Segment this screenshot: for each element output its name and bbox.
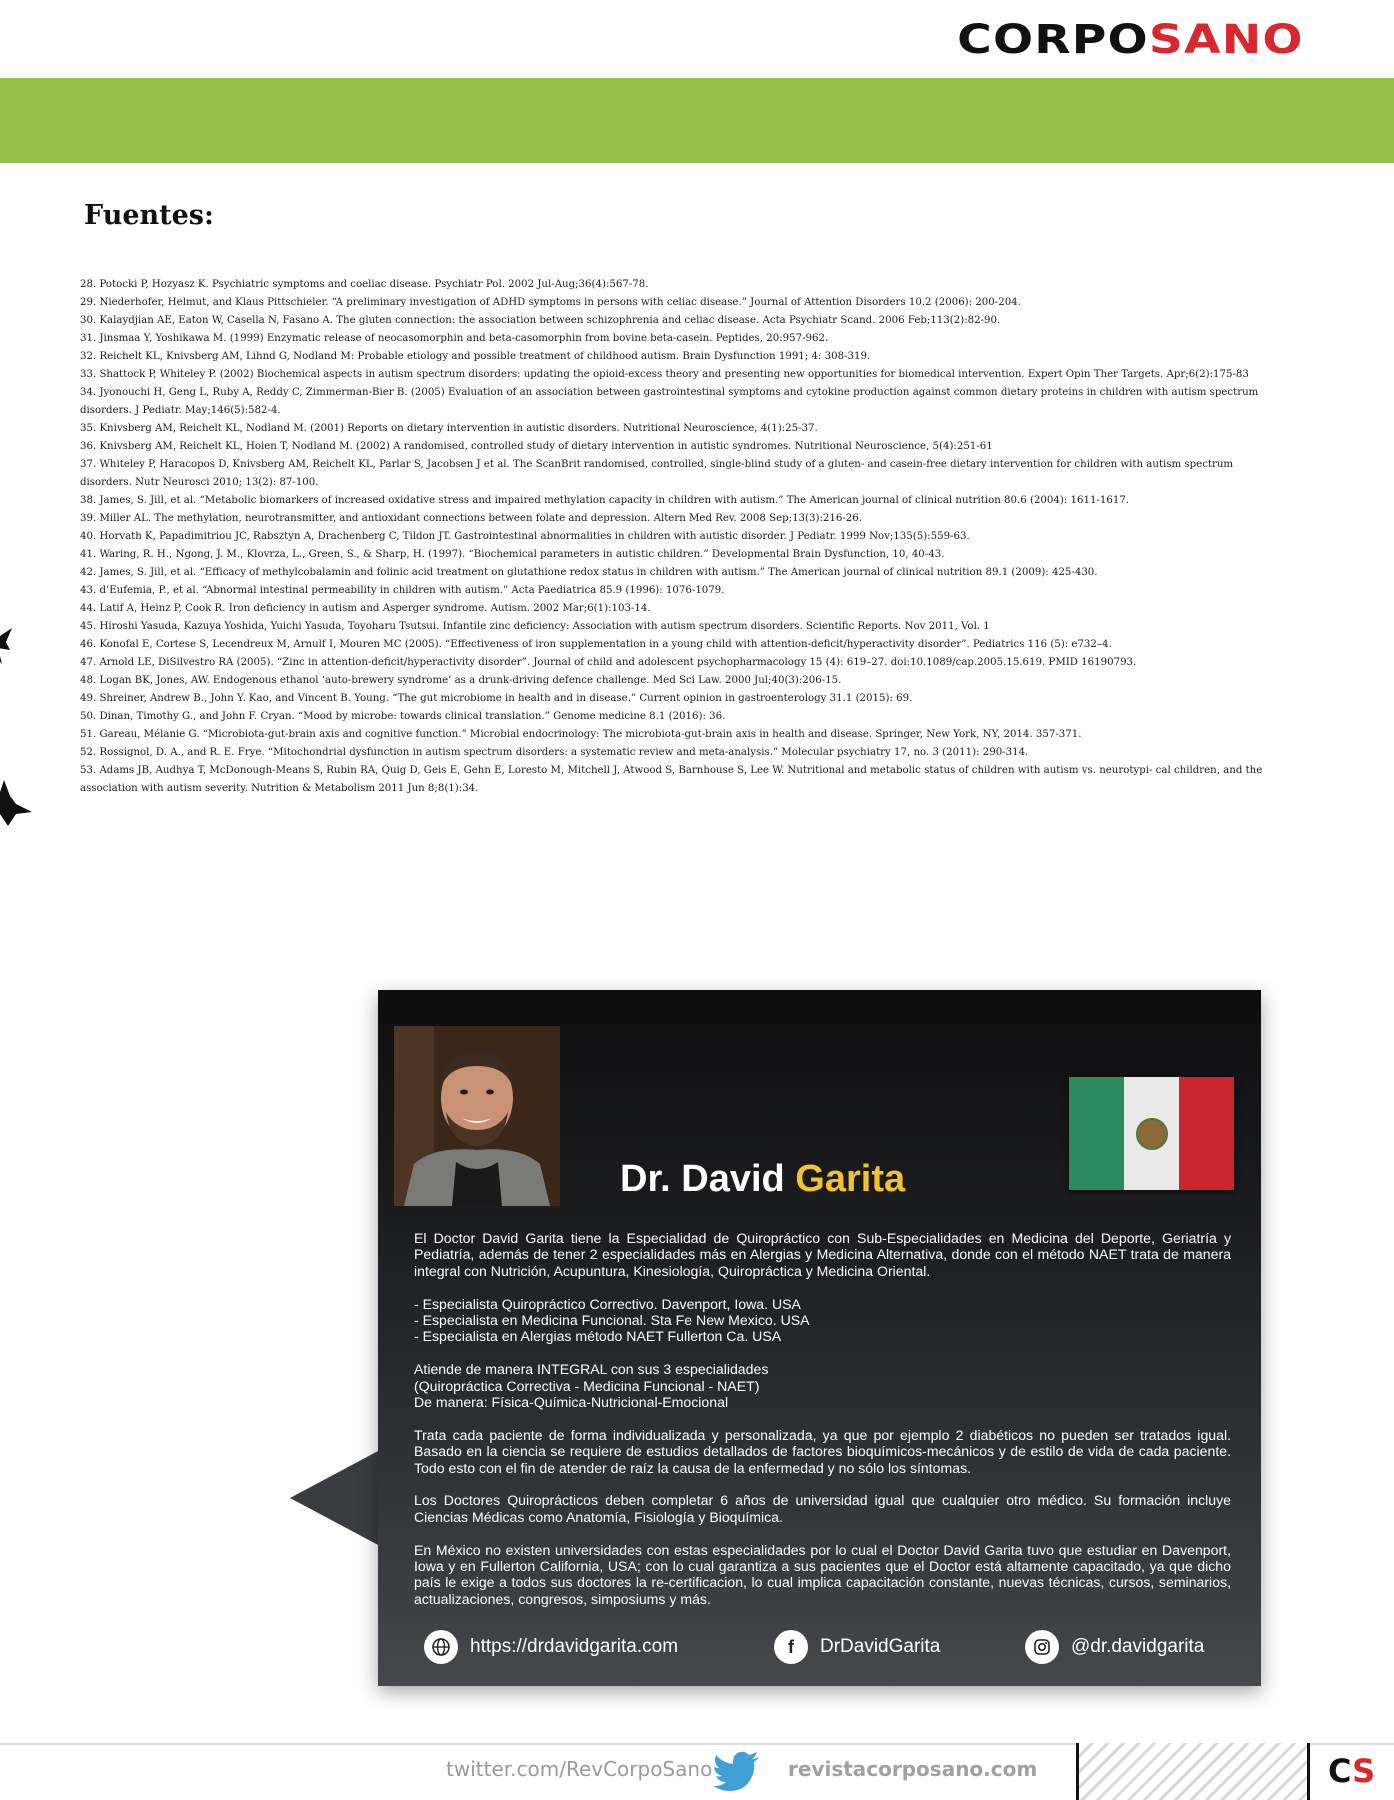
bio-integral: [414, 1361, 1231, 1410]
reference-item: 42. James, S. Jill, et al. “Efficacy of methylcobalamin and folinic acid treatment on glutathione redox status in children with autism.” The American journal of clinical nutrition 89.1 (2009): 425-430.: [80, 567, 1098, 578]
bio-intro: El Doctor David Garita tiene la Especialidad de Quiropráctico con Sub-Especialidades en Medicina del Deporte, Geriatría y Pediatría, además de tener 2 especialidades más en Alergias y Medicina Alternativa, donde con el método NAET trata de manera integral con Nutrición, Acupuntura, Kinesiología, Quiropráctica y Medicina Oriental.: [414, 1230, 1231, 1279]
footer-stripe-pattern: [1076, 1743, 1310, 1800]
bio-treatment: Trata cada paciente de forma individualizada y personalizada, ya que por ejemplo 2 diabéticos no pueden ser tratados igual. Basado en la ciencia se requiere de estudios detallados de factores bioquímicos-mecánicos y de estilo de vida de cada paciente. Todo esto con el fin de atender de raíz la causa de la enfermedad y no sólo los síntomas.: [414, 1426, 1231, 1476]
footer-site-link[interactable]: revistacorposano.com: [788, 1757, 1038, 1781]
bio-text: [414, 1230, 1231, 1624]
flag-red-stripe: [1179, 1077, 1234, 1190]
reference-item: 50. Dinan, Timothy G., and John F. Cryan. “Mood by microbe: towards clinical translation.” Genome medicine 8.1 (2016): 36.: [80, 711, 726, 722]
reference-item: 38. James, S. Jill, et al. “Metabolic biomarkers of increased oxidative stress and impaired methylation capacity in children with autism.” The American journal of clinical nutrition 80.6 (2004): 1611-1617.: [80, 495, 1130, 506]
sources-title: Fuentes:: [84, 200, 214, 231]
mexico-flag: [1069, 1077, 1234, 1190]
reference-item: 32. Reichelt KL, Knivsberg AM, Lihnd G, Nodland M: Probable etiology and possible treatment of childhood autism. Brain Dysfunction 1991; 4: 308-319.: [80, 351, 871, 362]
integral-line: (Quiropráctica Correctiva - Medicina Funcional - NAET): [414, 1377, 760, 1394]
specialty-item: - Especialista Quiropráctico Correctivo. Davenport, Iowa. USA: [414, 1295, 801, 1312]
author-bio-card: [378, 990, 1261, 1686]
flag-white-stripe: [1124, 1077, 1179, 1190]
instagram-link[interactable]: [1025, 1630, 1204, 1664]
bio-training: Los Doctores Quiroprácticos deben completar 6 años de universidad igual que cualquier otro médico. Su formación incluye Ciencias Médicas como Anatomía, Fisiología y Bioquímica.: [414, 1492, 1231, 1525]
footer-cs-badge: [1328, 1752, 1376, 1790]
page-footer: [0, 1743, 1394, 1800]
reference-item: 29. Niederhofer, Helmut, and Klaus Pittschieler. “A preliminary investigation of ADHD symptoms in persons with celiac disease.” Journal of Attention Disorders 10.2 (2006): 200-204.: [80, 297, 1021, 308]
reference-item: 33. Shattock P, Whiteley P. (2002) Biochemical aspects in autism spectrum disorders: updating the opioid-excess theory and presenting new opportunities for biomedical intervention. Expert Opin Ther Targets. Apr;6(2):175-83: [80, 369, 1249, 380]
reference-item: 44. Latif A, Heinz P, Cook R. Iron deficiency in autism and Asperger syndrome. Autism. 2002 Mar;6(1):103-14.: [80, 603, 651, 614]
splatter-decoration: [0, 778, 46, 828]
reference-item: 30. Kalaydjian AE, Eaton W, Casella N, Fasano A. The gluten connection: the association between schizophrenia and celiac disease. Acta Psychiatr Scand. 2006 Feb;113(2):82-90.: [80, 315, 1001, 326]
logo-text-sano: SANO: [1149, 17, 1304, 63]
badge-letter-s: S: [1352, 1752, 1376, 1790]
facebook-handle[interactable]: DrDavidGarita: [820, 1636, 941, 1657]
specialty-item: - Especialista en Alergias método NAET Fullerton Ca. USA: [414, 1328, 782, 1345]
reference-item: 45. Hiroshi Yasuda, Kazuya Yoshida, Yuichi Yasuda, Toyoharu Tsutsui. Infantile zinc deficiency: Association with autism spectrum disorders. Scientific Reports. Nov 2011, Vol. 1: [80, 621, 990, 632]
reference-item: 51. Gareau, Mélanie G. “Microbiota-gut-brain axis and cognitive function.” Microbial endocrinology: The microbiota-gut-brain axis in health and disease. Springer, New York, NY, 2014. 357-371.: [80, 729, 1082, 740]
integral-line: Atiende de manera INTEGRAL con sus 3 especialidades: [414, 1361, 769, 1378]
facebook-link[interactable]: [774, 1630, 940, 1664]
bio-mexico: En México no existen universidades con estas especialidades por lo cual el Doctor David Garita tuvo que estudiar en Davenport, Iowa y en Fullerton California, USA; con lo cual garantiza a sus pacientes que el Doctor está altamente capacitado, ya que dicho país le exige a todos sus doctores la re-certificacion, lo cual implica capacitación constante, nuevas técnicas, cursos, seminarios, actualizaciones, congresos, simposiums y más.: [414, 1541, 1231, 1607]
portrait-image: [394, 1026, 560, 1206]
reference-item: 47. Arnold LE, DiSilvestro RA (2005). “Zinc in attention-deficit/hyperactivity disorder”. Journal of child and adolescent psychopharmacology 15 (4): 619–27. doi:10.1089/cap.2005.15.619. PMID 16190793.: [80, 657, 1137, 668]
reference-item: 35. Knivsberg AM, Reichelt KL, Nodland M. (2001) Reports on dietary intervention in autistic disorders. Nutritional Neuroscience, 4(1):25-37.: [80, 423, 818, 434]
reference-item: 46. Konofal E, Cortese S, Lecendreux M, Arnulf I, Mouren MC (2005). “Effectiveness of iron supplementation in a young child with attention-deficit/hyperactivity disorder”. Pediatrics 116 (5): e732–4.: [80, 639, 1112, 650]
reference-item: 48. Logan BK, Jones, AW. Endogenous ethanol ‘auto-brewery syndrome’ as a drunk-driving defence challenge. Med Sci Law. 2000 Jul;40(3):206-15.: [80, 675, 842, 686]
author-first-name: Dr. David: [620, 1158, 785, 1200]
specialty-item: - Especialista en Medicina Funcional. Sta Fe New Mexico. USA: [414, 1312, 810, 1329]
reference-item: 52. Rossignol, D. A., and R. E. Frye. “Mitochondrial dysfunction in autism spectrum disorders: a systematic review and meta-analysis.” Molecular psychiatry 17, no. 3 (2011): 290-314.: [80, 747, 1029, 758]
author-last-name: Garita: [795, 1158, 906, 1200]
twitter-bird-icon: [713, 1751, 761, 1791]
website-link[interactable]: [424, 1630, 678, 1664]
reference-item: 37. Whiteley P, Haracopos D, Knivsberg AM, Reichelt KL, Parlar S, Jacobsen J et al. The ScanBrit randomised, controlled, single-blind study of a gluten- and casein-free dietary intervention for children with autism spectrum disorders. Nutr Neurosci 2010; 13(2): 87-100.: [80, 459, 1234, 488]
integral-line: De manera: Física-Química-Nutricional-Emocional: [414, 1394, 729, 1411]
reference-item: 34. Jyonouchi H, Geng L, Ruby A, Reddy C, Zimmerman-Bier B. (2005) Evaluation of an association between gastrointestinal symptoms and cytokine production against common dietary proteins in children with autism spectrum disorders. J Pediatr. May;146(5):582-4.: [80, 387, 1259, 416]
card-pointer: [290, 1450, 380, 1546]
reference-item: 40. Horvath K, Papadimitriou JC, Rabsztyn A, Drachenberg C, Tildon JT. Gastrointestinal abnormalities in children with autistic disorder. J Pediatr. 1999 Nov;135(5):559-63.: [80, 531, 970, 542]
reference-item: 31. Jinsmaa Y, Yoshikawa M. (1999) Enzymatic release of neocasomorphin and beta-casomorphin from bovine beta-casein. Peptides, 20:957-962.: [80, 333, 829, 344]
reference-item: 41. Waring, R. H., Ngong, J. M., Klovrza, L., Green, S., & Sharp, H. (1997). “Biochemical parameters in autistic children.” Developmental Brain Dysfunction, 10, 40-43.: [80, 549, 945, 560]
author-photo: [394, 1026, 560, 1206]
reference-item: 28. Potocki P, Hozyasz K. Psychiatric symptoms and coeliac disease. Psychiatr Pol. 2002 Jul-Aug;36(4):567-78.: [80, 279, 649, 290]
references-list: [80, 276, 1266, 798]
reference-item: 49. Shreiner, Andrew B., John Y. Kao, and Vincent B. Young. “The gut microbiome in health and in disease.” Current opinion in gastroenterology 31.1 (2015): 69.: [80, 693, 913, 704]
footer-twitter-link[interactable]: twitter.com/RevCorpoSano: [446, 1757, 713, 1781]
author-name: [620, 1158, 905, 1201]
instagram-icon: [1025, 1630, 1059, 1664]
header-band: [0, 78, 1394, 163]
corposano-logo[interactable]: [957, 17, 1304, 63]
website-url[interactable]: https://drdavidgarita.com: [470, 1636, 679, 1657]
reference-item: 36. Knivsberg AM, Reichelt KL, Hoien T, Nodland M. (2002) A randomised, controlled study of dietary intervention in autistic syndromes. Nutritional Neuroscience, 5(4):251-61: [80, 441, 993, 452]
flag-green-stripe: [1069, 1077, 1124, 1190]
reference-item: 43. d’Eufemia, P., et al. “Abnormal intestinal permeability in children with autism.” Acta Paediatrica 85.9 (1996): 1076-1079.: [80, 585, 725, 596]
instagram-handle[interactable]: @dr.davidgarita: [1071, 1636, 1205, 1657]
splatter-decoration: [0, 618, 26, 670]
reference-item: 53. Adams JB, Audhya T, McDonough-Means S, Rubin RA, Quig D, Geis E, Gehn E, Loresto M, Mitchell J, Atwood S, Barnhouse S, Lee W. Nutritional and metabolic status of children with autism vs. neurotypi- cal children, and the association with autism severity. Nutrition & Metabolism 2011 Jun 8;8(1):34.: [80, 765, 1263, 794]
globe-icon: [424, 1630, 458, 1664]
bio-specialties: [414, 1296, 1231, 1345]
reference-item: 39. Miller AL. The methylation, neurotransmitter, and antioxidant connections between folate and depression. Altern Med Rev. 2008 Sep;13(3):216-26.: [80, 513, 862, 524]
flag-emblem-icon: [1136, 1118, 1168, 1150]
logo-text-corpo: CORPO: [957, 17, 1150, 63]
badge-letter-c: C: [1328, 1752, 1353, 1790]
facebook-icon: f: [774, 1630, 808, 1664]
